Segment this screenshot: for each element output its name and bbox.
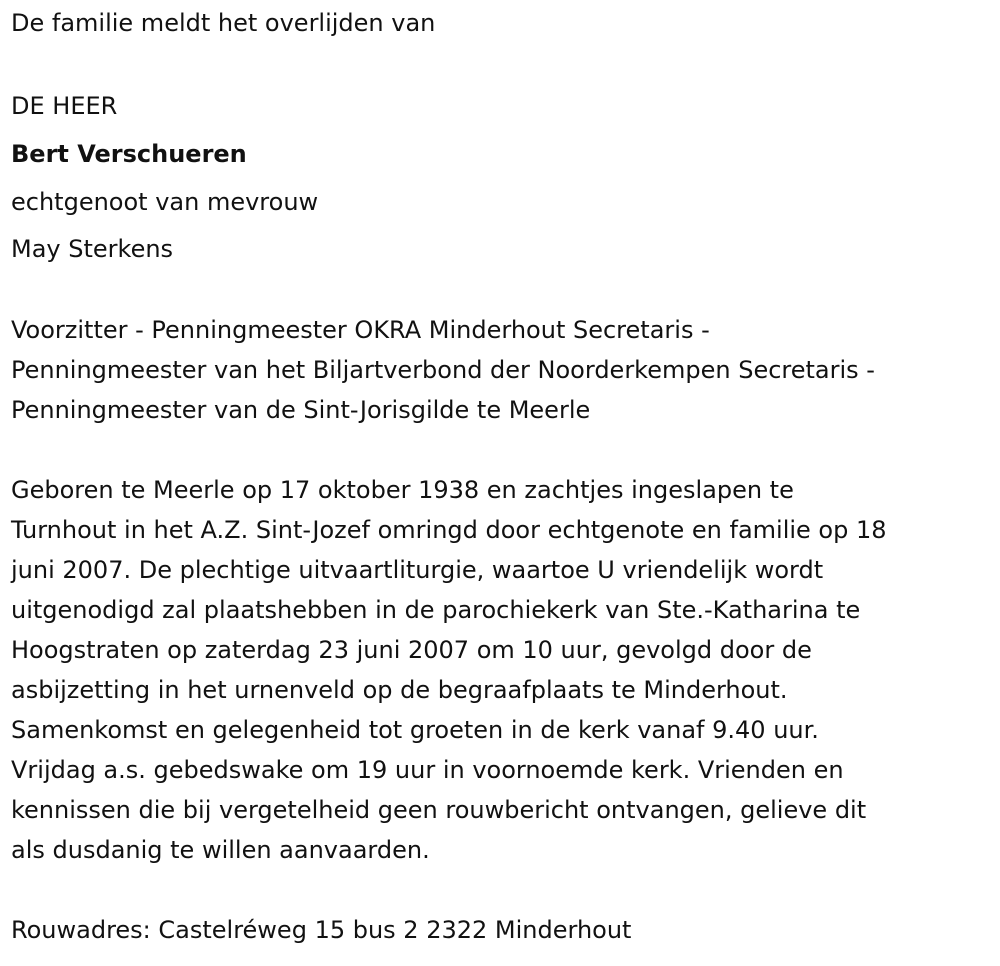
announcement-line: asbijzetting in het urnenveld op de begraafplaats te Minderhout. bbox=[11, 676, 788, 704]
mourning-address: Rouwadres: Castelréweg 15 bus 2 2322 Minderhout bbox=[11, 916, 632, 944]
intro-text: De familie meldt het overlijden van bbox=[11, 9, 436, 37]
announcement-line: Turnhout in het A.Z. Sint-Jozef omringd door echtgenote en familie op 18 bbox=[11, 516, 887, 544]
functions-line: Voorzitter - Penningmeester OKRA Minderhout Secretaris - bbox=[11, 316, 710, 344]
announcement-line: kennissen die bij vergetelheid geen rouwbericht ontvangen, gelieve dit bbox=[11, 796, 867, 824]
spouse-name: May Sterkens bbox=[11, 235, 174, 263]
announcement-line: Hoogstraten op zaterdag 23 juni 2007 om 10 uur, gevolgd door de bbox=[11, 636, 812, 664]
announcement-line: uitgenodigd zal plaatshebben in de parochiekerk van Ste.-Katharina te bbox=[11, 596, 861, 624]
functions-line: Penningmeester van de Sint-Jorisgilde te Meerle bbox=[11, 396, 591, 424]
honorific-title: DE HEER bbox=[11, 92, 118, 120]
announcement-line: juni 2007. De plechtige uitvaartliturgie, waartoe U vriendelijk wordt bbox=[11, 556, 824, 584]
announcement-line: Vrijdag a.s. gebedswake om 19 uur in voornoemde kerk. Vrienden en bbox=[11, 756, 844, 784]
announcement-line: Geboren te Meerle op 17 oktober 1938 en zachtjes ingeslapen te bbox=[11, 476, 794, 504]
announcement-line: Samenkomst en gelegenheid tot groeten in de kerk vanaf 9.40 uur. bbox=[11, 716, 819, 744]
spouse-label: echtgenoot van mevrouw bbox=[11, 188, 319, 216]
announcement-line: als dusdanig te willen aanvaarden. bbox=[11, 836, 430, 864]
functions-line: Penningmeester van het Biljartverbond der Noorderkempen Secretaris - bbox=[11, 356, 875, 384]
deceased-name: Bert Verschueren bbox=[11, 140, 247, 168]
